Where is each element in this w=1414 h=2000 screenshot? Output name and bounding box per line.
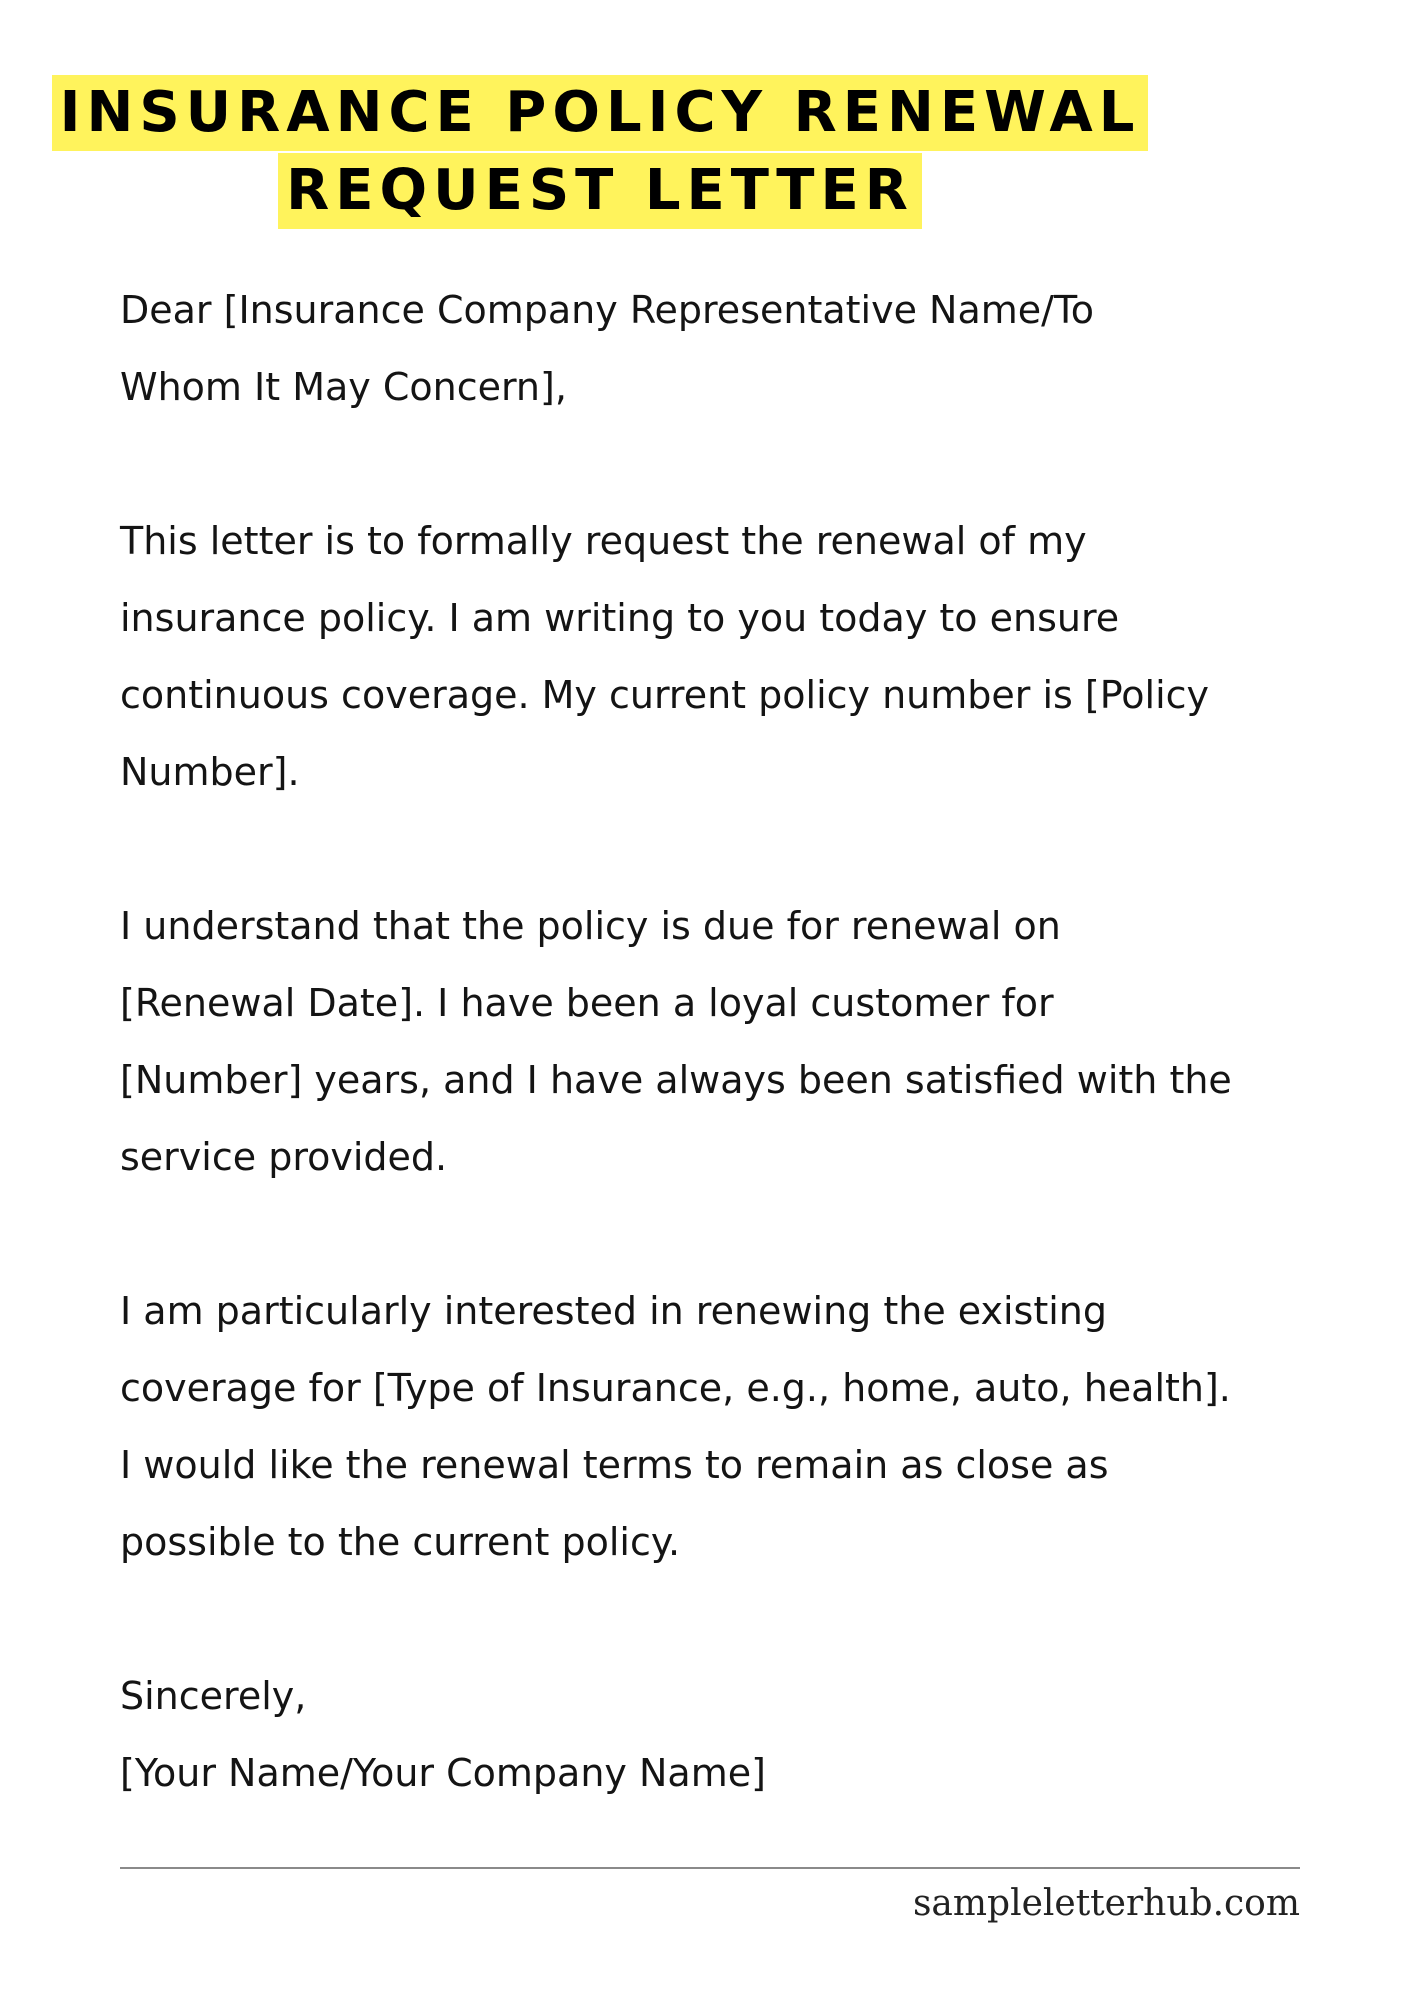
title-line-1: INSURANCE POLICY RENEWAL bbox=[52, 75, 1149, 151]
footer-divider bbox=[120, 1867, 1300, 1869]
letter-body bbox=[120, 272, 1360, 1812]
footer-website: sampleletterhub.com bbox=[912, 1883, 1300, 1924]
document-title bbox=[0, 75, 1200, 231]
closing: Sincerely, bbox=[120, 1674, 307, 1718]
paragraph-request: This letter is to formally request the renewal of my insurance policy. I am writing to you today to ensure continuous coverage. My current policy number is [Policy Number]. bbox=[120, 519, 1210, 794]
paragraph-coverage: I am particularly interested in renewing the existing coverage for [Type of Insurance, e.g., home, auto, health]. I would like the renewal terms to remain as close as possible to the current policy. bbox=[120, 1289, 1231, 1564]
salutation: Dear [Insurance Company Representative Name/To Whom It May Concern], bbox=[120, 288, 1094, 409]
title-line-2: REQUEST LETTER bbox=[278, 153, 922, 229]
paragraph-renewal-date: I understand that the policy is due for renewal on [Renewal Date]. I have been a loyal customer for [Number] years, and I have always been satisfied with the service provided. bbox=[120, 904, 1232, 1179]
signature: [Your Name/Your Company Name] bbox=[120, 1751, 766, 1795]
